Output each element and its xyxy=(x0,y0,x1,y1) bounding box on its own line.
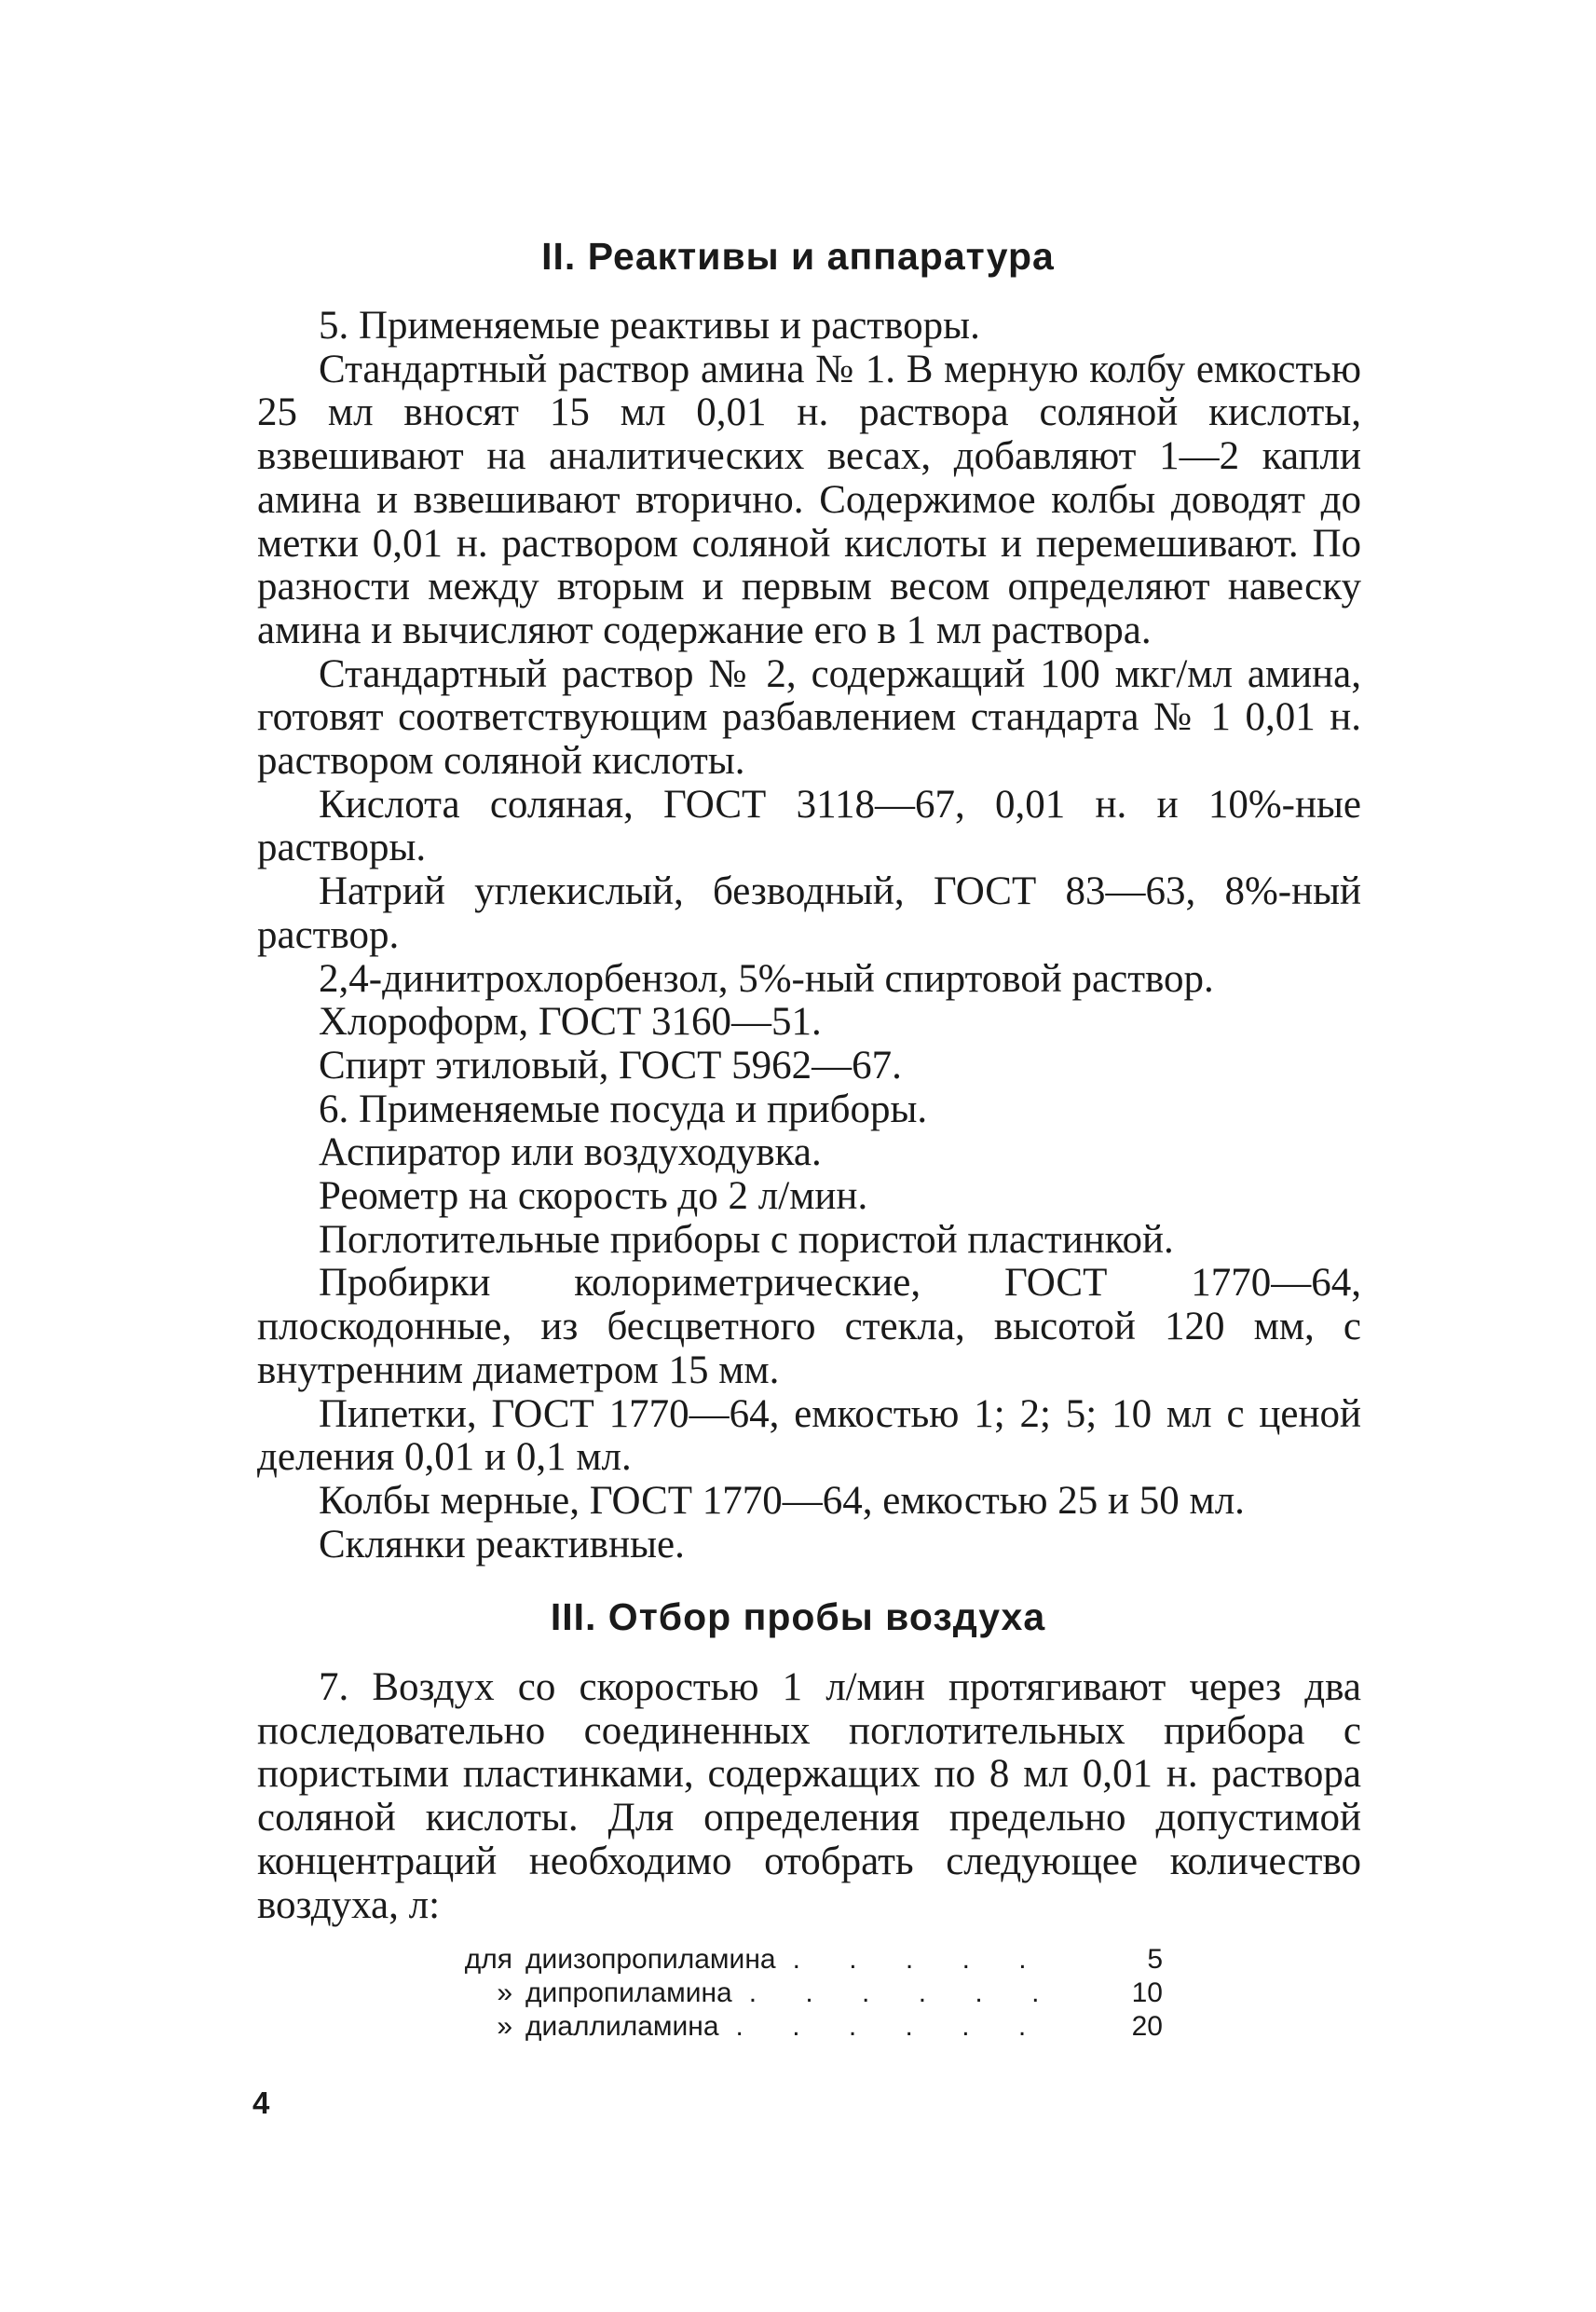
section-2-heading: II. Реактивы и аппаратура xyxy=(541,235,1055,278)
paragraph-equipment-title: 6. Применяемые посуда и приборы. xyxy=(319,1087,928,1131)
paragraph-ethanol: Спирт этиловый, ГОСТ 5962—67. xyxy=(319,1043,902,1088)
air-volume-row xyxy=(445,1977,1163,2010)
paragraph-dinitrochlorobenzene: 2,4-динитрохлорбензол, 5%-ный спиртовой раствор. xyxy=(319,956,1214,1001)
paragraph-flasks: Колбы мерные, ГОСТ 1770—64, емкостью 25 и 50 мл. xyxy=(319,1478,1245,1523)
air-volume-substance: дипропиламина xyxy=(525,1977,732,2008)
paragraph-hydrochloric-acid: Кислота соляная, ГОСТ 3118—67, 0,01 н. и 10%-ные растворы. xyxy=(257,782,1361,870)
air-volume-value: 20 xyxy=(1131,2011,1163,2042)
paragraph-absorbers: Поглотительные приборы с пористой пластинкой. xyxy=(319,1217,1174,1262)
section-2-body xyxy=(257,305,1361,1566)
air-volume-prefix: для xyxy=(464,1944,512,1975)
air-volume-value: 5 xyxy=(1147,1944,1163,1975)
paragraph-standard-solution-2: Стандартный раствор № 2, содержащий 100 мкг/мл амина, готовят соответствующим разбавлением стандарта № 1 0,01 н. раствором соляной кислоты. xyxy=(257,651,1361,784)
air-volume-substance: диизопропиламина xyxy=(525,1944,776,1975)
air-volume-row xyxy=(445,2010,1163,2044)
paragraph-reagent-bottles: Склянки реактивные. xyxy=(319,1522,685,1566)
air-volume-prefix: » xyxy=(497,2011,512,2042)
paragraph-reagents-title: 5. Применяемые реактивы и растворы. xyxy=(319,304,980,348)
paragraph-test-tubes: Пробирки колориметрические, ГОСТ 1770—64, плоскодонные, из бесцветного стекла, высотой 120 мм, с внутренним диаметром 15 мм. xyxy=(257,1261,1361,1392)
air-volume-leader: . . . . . . xyxy=(735,2011,1047,2042)
paragraph-sodium-carbonate: Натрий углекислый, безводный, ГОСТ 83—63, 8%-ный раствор. xyxy=(257,869,1361,957)
section-3-heading: III. Отбор пробы воздуха xyxy=(550,1595,1046,1638)
air-volume-prefix: » xyxy=(497,1977,512,2008)
paragraph-rheometer: Реометр на скорость до 2 л/мин. xyxy=(319,1174,868,1219)
air-volume-leader: . . . . . . xyxy=(748,1977,1060,2008)
paragraph-pipettes: Пипетки, ГОСТ 1770—64, емкостью 1; 2; 5; 10 мл с ценой деления 0,01 и 0,1 мл. xyxy=(257,1391,1361,1480)
page-number: 4 xyxy=(252,2086,270,2120)
air-volume-value: 10 xyxy=(1131,1977,1163,2008)
air-volume-substance: диаллиламина xyxy=(525,2011,719,2042)
paragraph-chloroform: Хлороформ, ГОСТ 3160—51. xyxy=(319,1000,822,1045)
air-volume-row xyxy=(445,1943,1163,1977)
section-3-body xyxy=(257,1666,1361,1927)
paragraph-aspirator: Аспиратор или воздуходувка. xyxy=(319,1130,822,1175)
paragraph-standard-solution-1: Стандартный раствор амина № 1. В мерную колбу емкостью 25 мл вносят 15 мл 0,01 н. раствора соляной кислоты, взвешивают на аналитических весах, добавляют 1—2 капли амина и взвешивают вторично. Содержимое колбы доводят до метки 0,01 н. раствором соляной кислоты и перемешивают. По разности между вторым и первым весом определяют навеску амина и вычисляют содержание его в 1 мл раствора. xyxy=(257,347,1361,652)
air-volume-table xyxy=(445,1943,1163,2044)
air-volume-leader: . . . . . xyxy=(792,1944,1047,1975)
paragraph-air-sampling: 7. Воздух со скоростью 1 л/мин протягивают через два последовательно соединенных поглотительных прибора с пористыми пластинками, содержащих по 8 мл 0,01 н. раствора соляной кислоты. Для определения предельно допустимой концентраций необходимо отобрать следующее количество воздуха, л: xyxy=(257,1665,1361,1927)
